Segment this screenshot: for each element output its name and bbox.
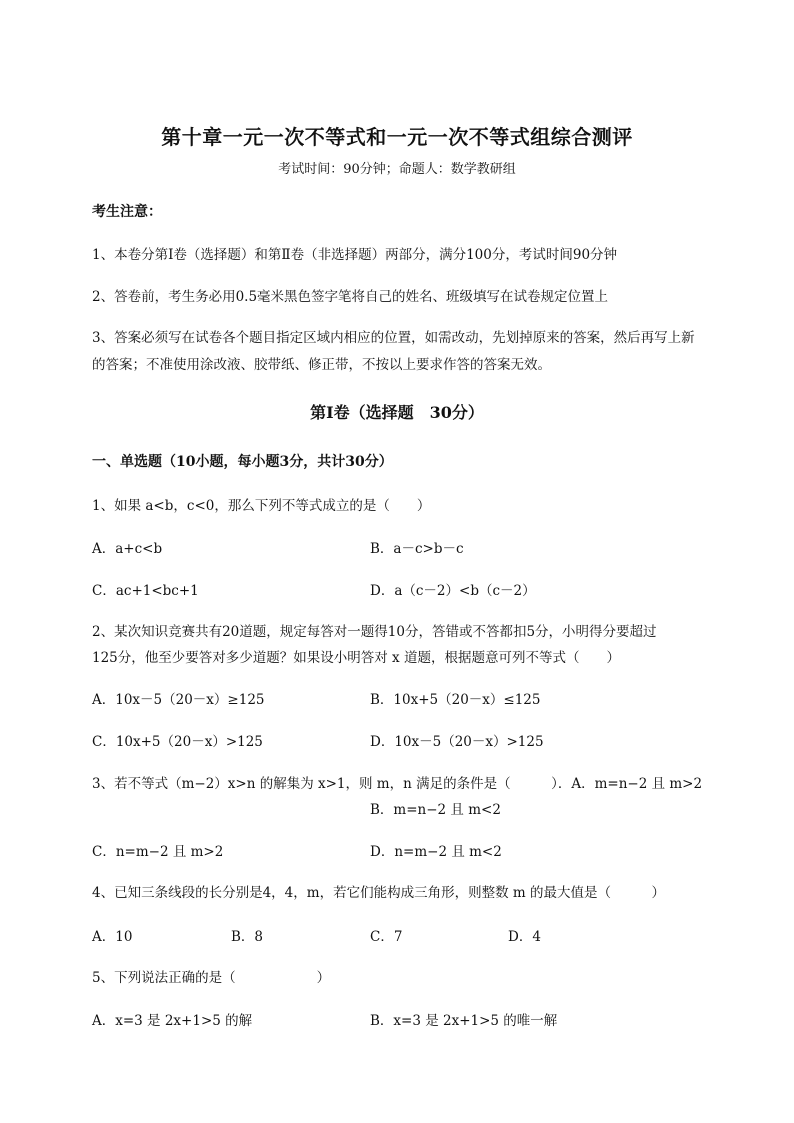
question-1-option-b: B．a－c>b－c (370, 541, 464, 557)
document-title: 第十章一元一次不等式和一元一次不等式组综合测评 (161, 125, 633, 149)
notes-heading: 考生注意： (92, 204, 162, 220)
question-2-option-d: D．10x－5（20－x）>125 (370, 734, 544, 750)
question-1-option-a: A．a+c<b (92, 541, 163, 557)
note-item-3-continued: 的答案；不准使用涂改液、胶带纸、修正带，不按以上要求作答的答案无效。 (92, 357, 551, 373)
note-item-3: 3、答案必须写在试卷各个题目指定区域内相应的位置，如需改动，先划掉原来的答案，然后再写上新 (92, 330, 695, 346)
question-2-option-b: B．10x+5（20－x）≤125 (370, 692, 541, 708)
note-item-1: 1、本卷分第I卷（选择题）和第Ⅱ卷（非选择题）两部分，满分100分，考试时间90分钟 (92, 247, 618, 263)
question-5-option-b: B．x=3 是 2x+1>5 的唯一解 (370, 1013, 558, 1029)
question-4-option-d: D．4 (508, 929, 541, 945)
question-3-option-d: D．n=m−2 且 m<2 (370, 844, 502, 860)
question-1-stem: 1、如果 a<b，c<0，那么下列不等式成立的是（ ） (92, 498, 431, 514)
question-4-option-b: B．8 (231, 929, 264, 945)
part-title: 一、单选题（10小题，每小题3分，共计30分） (92, 454, 393, 470)
question-2-option-c: C．10x+5（20－x）>125 (92, 734, 263, 750)
question-2-stem-line-2: 125分，他至少要答对多少道题？如果设小明答对 x 道题，根据题意可列不等式（ ） (92, 650, 620, 666)
question-1-option-c: C．ac+1<bc+1 (92, 583, 199, 599)
question-4-option-a: A．10 (92, 929, 133, 945)
question-5-option-a: A．x=3 是 2x+1>5 的解 (92, 1013, 253, 1029)
note-item-2: 2、答卷前，考生务必用0.5毫米黑色签字笔将自己的姓名、班级填写在试卷规定位置上 (92, 289, 609, 305)
document-subtitle: 考试时间：90分钟；命题人：数学教研组 (278, 162, 516, 177)
question-3-option-b: B．m=n−2 且 m<2 (370, 802, 501, 818)
question-1-option-d: D．a（c－2）<b（c－2） (370, 583, 536, 599)
question-4-option-c: C．7 (370, 929, 403, 945)
question-3-stem: 3、若不等式（m−2）x>n 的解集为 x>1，则 m，n 满足的条件是（ ）．A．m=n−2 且 m>2 (92, 776, 703, 792)
question-5-stem: 5、下列说法正确的是（ ） (92, 970, 331, 986)
question-2-stem-line-1: 2、某次知识竞赛共有20道题，规定每答对一题得10分，答错或不答都扣5分，小明得分要超过 (92, 624, 657, 640)
question-2-option-a: A．10x－5（20－x）≥125 (92, 692, 265, 708)
section-title: 第I卷（选择题 30分） (310, 403, 484, 422)
question-4-stem: 4、已知三条线段的长分别是4，4，m，若它们能构成三角形，则整数 m 的最大值是（ ） (92, 885, 665, 901)
question-3-option-c: C．n=m−2 且 m>2 (92, 844, 224, 860)
